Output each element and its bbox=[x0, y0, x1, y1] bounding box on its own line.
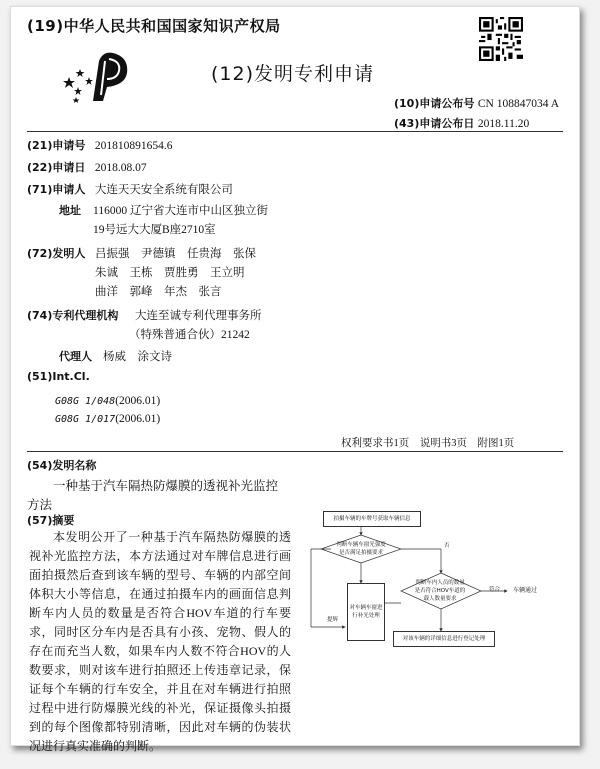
biblio-divider bbox=[27, 451, 563, 452]
flow-box-vehicle-pass: 车辆通过 bbox=[508, 583, 542, 599]
agency-line-2: （特殊普通合伙）21242 bbox=[129, 329, 250, 341]
inventor-line-3: 曲洋 郭峰 年杰 张言 bbox=[95, 286, 222, 298]
applicant-row bbox=[27, 181, 233, 197]
flow-label-ok: 符合 bbox=[489, 587, 501, 593]
address-label: 地址 bbox=[59, 204, 81, 217]
ipc1-year: (2006.01) bbox=[115, 395, 161, 407]
ipc2-year: (2006.01) bbox=[115, 413, 161, 425]
flow-diamond-hov-count: 判断车内人员的数量是否符合HOV车道的载人数量要求 bbox=[414, 580, 466, 602]
pub-date-value: 2018.11.20 bbox=[477, 118, 530, 130]
publication-number-row bbox=[394, 95, 559, 111]
agent-label: 代理人 bbox=[59, 350, 92, 363]
address-line-2: 19号远大大厦B座2710室 bbox=[93, 224, 216, 236]
address-line-1: 116000 辽宁省大连市中山区独立街 bbox=[93, 205, 268, 217]
flow-label-fix: 提辉 bbox=[327, 617, 339, 623]
agency-line-1: 大连至诚专利代理事务所 bbox=[135, 310, 262, 322]
inventor-line-2: 朱诚 王栋 贾胜勇 王立明 bbox=[95, 267, 245, 279]
pub-date-label: (43)申请公布日 bbox=[394, 117, 475, 130]
invention-name-line-2: 方法 bbox=[27, 498, 53, 512]
ipc2-code: G08G 1/017 bbox=[55, 414, 116, 425]
abstract-text: 本发明公开了一种基于汽车隔热防爆膜的透视补光监控方法，本方法通过对车牌信息进行画面拍摄然后查到该车辆的型号、车辆的内部空间体积大小等信息，在通过拍摄车内的画面信息判断车内人员的数量是否符合HOV车道的行车要求，同时区分车内是否具有小孩、宠物、假人的存在而充当人数，如果车内人数不符合HOV的人数要求，则对该车进行拍照还上传违章记录，保证每个车辆的行车安全，并且在对车辆进行拍照过程中进行防爆膜光线的补光，保证摄像头拍摄到的每个图像都特别清晰，因此对车辆的伪装状况进行真实准确的判断。 bbox=[29, 530, 291, 753]
inventor-line-1: 吕振强 尹德镇 任贵海 张保 bbox=[95, 248, 256, 260]
agent-value: 杨威 涂文诗 bbox=[103, 351, 172, 363]
pub-no-label: (10)申请公布号 bbox=[394, 97, 475, 110]
ipc-row-1 bbox=[55, 389, 160, 408]
ipc1-code: G08G 1/048 bbox=[55, 396, 116, 407]
flow-box-register: 对该车辆的详细信息进行登记处理 bbox=[393, 631, 495, 647]
inventor-label: (72)发明人 bbox=[27, 247, 86, 260]
intcl-label: (51)Int.Cl. bbox=[27, 370, 90, 383]
invention-name-label: (54)发明名称 bbox=[27, 459, 97, 472]
authority-title: (19)中华人民共和国国家知识产权局 bbox=[27, 17, 281, 35]
flow-diamond-window-light: 判断车辆车窗光强度是否满足拍摄要求 bbox=[336, 542, 386, 556]
publication-date-row bbox=[394, 115, 529, 131]
app-no-value: 201810891654.6 bbox=[94, 140, 173, 152]
flow-box-fill-light: 对车辆车窗进行补光处理 bbox=[347, 583, 385, 641]
applicant-label: (71)申请人 bbox=[27, 183, 86, 196]
application-number-row bbox=[27, 137, 173, 153]
header-divider bbox=[27, 131, 563, 132]
abstract-label: (57)摘要 bbox=[27, 514, 75, 527]
app-no-label: (21)申请号 bbox=[27, 139, 86, 152]
pub-no-value: CN 108847034 A bbox=[477, 98, 560, 110]
app-date-value: 2018.08.07 bbox=[94, 162, 147, 174]
applicant-value: 大连天天安全系统有限公司 bbox=[94, 184, 233, 196]
flow-box-capture-plate: 拍摄车辆的车牌号获取车辆信息 bbox=[323, 511, 421, 527]
app-date-label: (22)申请日 bbox=[27, 161, 86, 174]
qr-code bbox=[479, 17, 523, 61]
patent-page bbox=[10, 6, 580, 753]
agency-label: (74)专利代理机构 bbox=[27, 309, 119, 322]
cnipa-logo-icon bbox=[63, 47, 135, 103]
invention-name-line-1: 一种基于汽车隔热防爆膜的透视补光监控 bbox=[53, 479, 279, 493]
document-type-title: (12)发明专利申请 bbox=[211, 63, 375, 85]
page-counts: 权利要求书1页 说明书3页 附图1页 bbox=[341, 438, 515, 449]
application-date-row bbox=[27, 159, 147, 175]
ipc-row-2 bbox=[55, 407, 160, 426]
flow-label-no: 否 bbox=[444, 543, 450, 549]
